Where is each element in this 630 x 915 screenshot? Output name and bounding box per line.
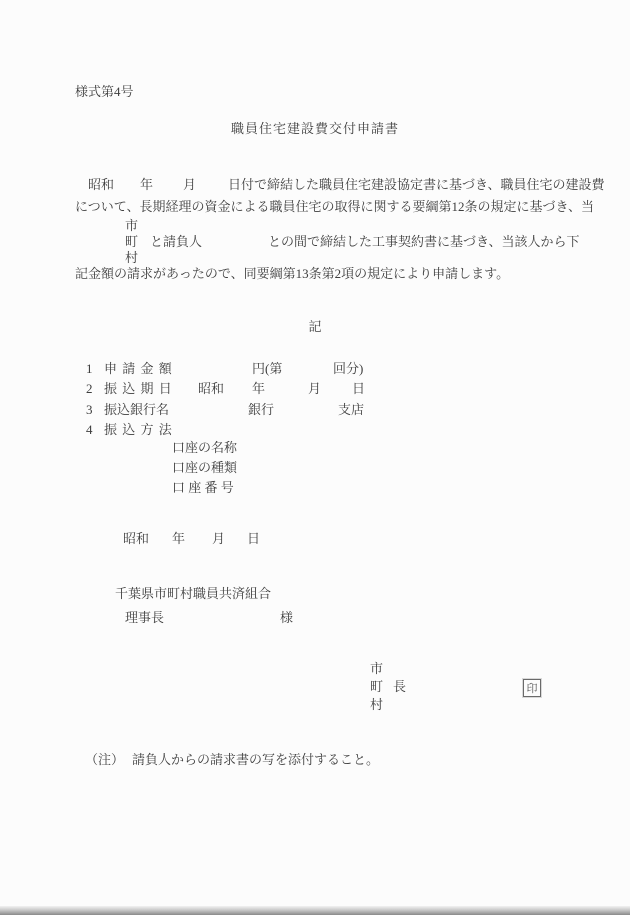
item1-yen-unit: 円(第 [252,361,283,376]
item2-day-unit: 日 [352,381,366,396]
account-number-label: 口 座 番 号 [172,480,234,495]
seal-character: 印 [526,683,538,695]
account-type-label: 口座の種類 [172,460,238,475]
scan-bottom-edge [0,906,630,915]
item3-branch-unit: 支店 [338,402,365,417]
item2-number: 2 [86,381,93,396]
intro-line1-text: 日付で締結した職員住宅建設協定書に基づき、職員住宅の建設費 [228,177,605,192]
date-era-blank: 昭和 [123,531,150,546]
item2-month-unit: 月 [308,381,322,396]
intro-line4-text: 記金額の請求があったので、同要綱第13条第2項の規定により申請します。 [75,266,510,281]
signer-muni-village: 村 [370,697,384,712]
item1-label: 申 請 金 額 [104,361,173,376]
ki-heading: 記 [308,319,322,334]
date-year-blank: 年 [172,531,186,546]
muni-city: 市 [125,218,139,233]
intro-line2-text: について、長期経理の資金による職員住宅の取得に関する要綱第12条の規定に基づき、当 [75,199,594,214]
item3-label: 振込銀行名 [104,402,170,417]
seal-mark [523,679,541,697]
addressee-honorific: 様 [280,610,294,625]
item2-era: 昭和 [198,381,225,396]
date-month-blank: 月 [212,531,226,546]
page-title: 職員住宅建設費交付申請書 [230,121,399,136]
item4-label: 振 込 方 法 [104,422,173,437]
signer-muni-town: 町 [370,679,384,694]
intro-contractor-label: と請負人 [150,234,203,249]
date-day-blank: 日 [247,531,261,546]
item1-number: 1 [86,361,93,376]
addressee-organization: 千葉県市町村職員共済組合 [115,586,272,601]
intro-year-blank: 年 [140,177,154,192]
item3-number: 3 [86,402,93,417]
signer-muni-city: 市 [370,661,384,676]
item2-label: 振 込 期 日 [104,381,173,396]
item4-number: 4 [86,422,93,437]
muni-town: 町 [125,234,139,249]
note-label: （注） [85,752,125,767]
intro-era-blank: 昭和 [88,177,115,192]
form-number: 様式第4号 [75,84,134,99]
muni-village: 村 [125,250,139,265]
item3-bank-unit: 銀行 [248,402,275,417]
intro-line3-text: との間で締結した工事契約書に基づき、当該人から下 [268,234,580,249]
item1-installment-unit: 回分) [333,361,364,376]
account-name-label: 口座の名称 [172,440,238,455]
note-text: 請負人からの請求書の写を添付すること。 [132,752,380,767]
item2-year-unit: 年 [252,381,266,396]
signer-office-label: 長 [393,679,407,694]
addressee-title: 理事長 [125,610,165,625]
intro-month-blank: 月 [183,177,197,192]
